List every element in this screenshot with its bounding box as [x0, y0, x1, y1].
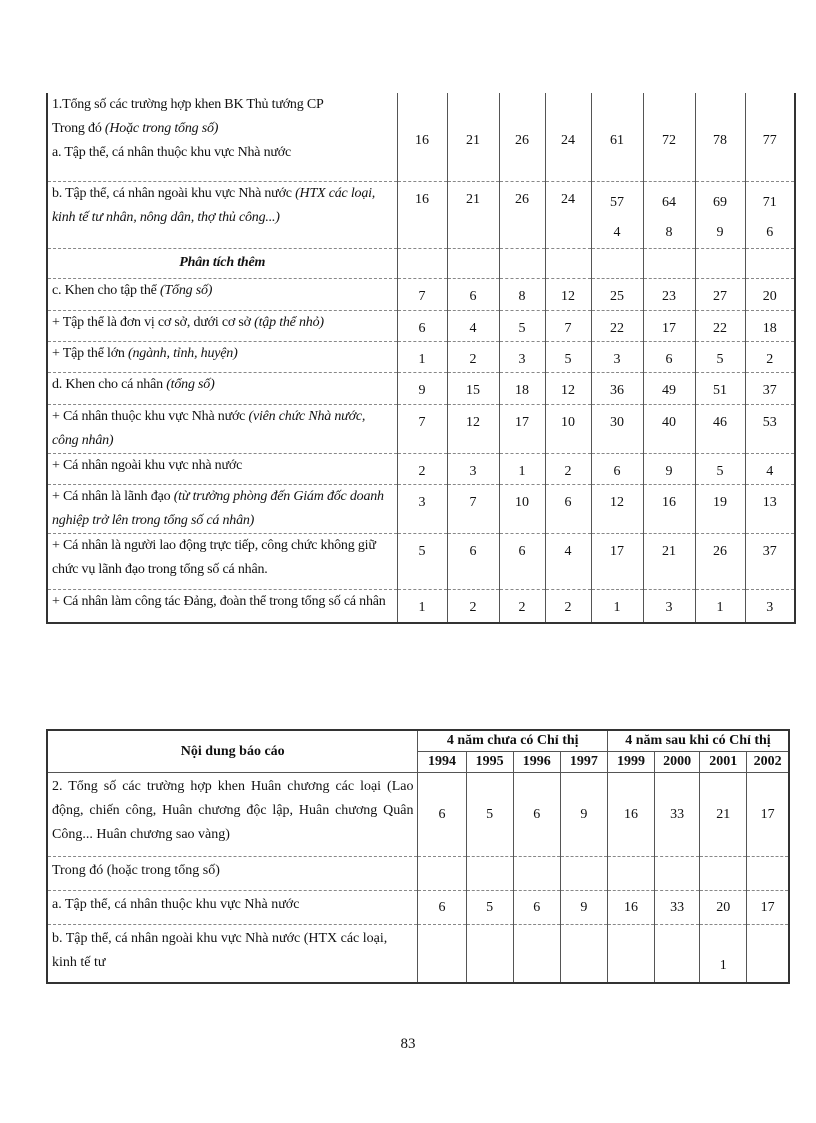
label-text: + Tập thể là đơn vị cơ sở, dưới cơ sở [52, 314, 255, 330]
table-row [47, 278, 795, 310]
row-label [47, 181, 397, 248]
row-label: 2. Tổng số các trường hợp khen Huân chương các loại (Lao động, chiến công, Huân chương độc lập, Huân chương Quân Công... Huân chương sao vàng) [47, 773, 418, 857]
year-header: 1999 [607, 752, 654, 773]
awards-table-medals [46, 729, 790, 984]
row-label: b. Tập thể, cá nhân ngoài khu vực Nhà nước (HTX các loại, kinh tế tư [47, 925, 418, 983]
value-cell: 6 [545, 484, 591, 533]
value-cell: 17 [591, 533, 643, 589]
label-line [52, 311, 393, 335]
value-cell: 6 [447, 278, 499, 310]
value-cell: 26 [499, 93, 545, 181]
value-cell: 26 [695, 533, 745, 589]
empty-cell [591, 248, 643, 278]
value-cell: 18 [499, 372, 545, 404]
table-row [47, 310, 795, 341]
value-cell: 25 [591, 278, 643, 310]
label-line [52, 534, 393, 582]
empty-cell [545, 248, 591, 278]
value-cell: 5 [397, 533, 447, 589]
value-cell: 61 [591, 93, 643, 181]
row-label [47, 278, 397, 310]
value-cell: 21 [447, 93, 499, 181]
table-row [47, 773, 789, 857]
table-row [47, 93, 795, 181]
label-note: (HTX các loại, kinh tế tư nhân, nông dân, thợ thủ công...) [52, 185, 376, 225]
value-cell: 9 [560, 891, 607, 925]
value-cell [466, 857, 513, 891]
value-cell: 6 [513, 891, 560, 925]
value-cell: 17 [643, 310, 695, 341]
value-cell: 5 [466, 891, 513, 925]
value-cell: 22 [695, 310, 745, 341]
section-row [47, 248, 795, 278]
table-row [47, 891, 789, 925]
value-cell: 16 [397, 181, 447, 248]
value-cell: 16 [607, 773, 654, 857]
value-cell [700, 857, 747, 891]
row-label [47, 533, 397, 589]
year-header: 1994 [418, 752, 466, 773]
value-cell: 37 [745, 372, 795, 404]
value-cell: 3 [447, 453, 499, 484]
value-cell: 20 [700, 891, 747, 925]
value-cell [418, 925, 466, 983]
row-label: a. Tập thể, cá nhân thuộc khu vực Nhà nước [47, 891, 418, 925]
value-cell: 6 [447, 533, 499, 589]
value-cell: 72 [643, 93, 695, 181]
value-cell: 3 [643, 589, 695, 623]
row-label [47, 453, 397, 484]
value-cell: 5 [695, 453, 745, 484]
label-note: (viên chức Nhà nước, công nhân) [52, 408, 366, 448]
value-cell: 4 [545, 533, 591, 589]
table-row [47, 404, 795, 453]
value-cell: 6 [397, 310, 447, 341]
value-cell: 71 6 [745, 181, 795, 248]
value-cell: 3 [499, 341, 545, 372]
value-cell: 17 [747, 891, 789, 925]
label-line [52, 590, 393, 614]
label-line [52, 93, 393, 117]
value-cell: 12 [545, 372, 591, 404]
label-line [52, 117, 393, 141]
row-label [47, 310, 397, 341]
label-note: (tập thể nhỏ) [254, 314, 324, 330]
value-cell: 13 [745, 484, 795, 533]
value-cell [747, 857, 789, 891]
label-line [52, 342, 393, 366]
header-content-label: Nội dung báo cáo [47, 730, 418, 773]
value-cell: 2 [545, 589, 591, 623]
value-cell: 16 [607, 891, 654, 925]
label-line [52, 405, 393, 453]
value-cell: 33 [655, 773, 700, 857]
year-header: 2001 [700, 752, 747, 773]
value-cell: 9 [397, 372, 447, 404]
label-text: + Cá nhân làm công tác Đảng, đoàn thể trong tổng số cá nhân [52, 593, 386, 609]
value-cell: 5 [545, 341, 591, 372]
value-cell: 1 [695, 589, 745, 623]
value-cell [513, 925, 560, 983]
label-text: c. Khen cho tập thể [52, 282, 160, 298]
value-cell: 23 [643, 278, 695, 310]
label-text: + Cá nhân là người lao động trực tiếp, công chức không giữ chức vụ lãnh đạo trong tổng số cá nhân. [52, 537, 376, 577]
value-cell: 6 [499, 533, 545, 589]
value-cell: 19 [695, 484, 745, 533]
row-label [47, 484, 397, 533]
value-cell: 5 [466, 773, 513, 857]
value-cell: 2 [499, 589, 545, 623]
label-text: d. Khen cho cá nhân [52, 376, 167, 392]
value-cell [418, 857, 466, 891]
table-row [47, 181, 795, 248]
value-cell: 26 [499, 181, 545, 248]
awards-table-pm [46, 93, 796, 624]
value-cell: 1 [499, 453, 545, 484]
value-cell [560, 857, 607, 891]
label-note: (tổng số) [166, 376, 215, 392]
table-row [47, 341, 795, 372]
value-cell: 64 8 [643, 181, 695, 248]
row-label [47, 372, 397, 404]
empty-cell [397, 248, 447, 278]
label-note: (từ trưởng phòng đến Giám đốc doanh nghiệp trở lên trong tổng số cá nhân) [52, 488, 384, 528]
label-line [52, 182, 393, 230]
value-cell: 4 [447, 310, 499, 341]
empty-cell [499, 248, 545, 278]
value-cell: 3 [397, 484, 447, 533]
label-text: + Cá nhân là lãnh đạo [52, 488, 174, 504]
value-cell [560, 925, 607, 983]
value-cell: 57 4 [591, 181, 643, 248]
value-cell [607, 857, 654, 891]
value-cell: 8 [499, 278, 545, 310]
label-note: (Tổng số) [159, 282, 213, 298]
value-cell: 16 [643, 484, 695, 533]
value-cell: 6 [513, 773, 560, 857]
value-cell: 78 [695, 93, 745, 181]
value-cell: 18 [745, 310, 795, 341]
value-cell: 6 [643, 341, 695, 372]
value-cell: 53 [745, 404, 795, 453]
empty-cell [745, 248, 795, 278]
table-row [47, 533, 795, 589]
value-cell: 51 [695, 372, 745, 404]
value-cell: 37 [745, 533, 795, 589]
row-label [47, 589, 397, 623]
year-header: 1997 [560, 752, 607, 773]
value-cell: 21 [700, 773, 747, 857]
label-line [52, 485, 393, 533]
label-line [52, 279, 393, 303]
value-cell: 1 [700, 925, 747, 983]
value-cell: 7 [397, 278, 447, 310]
value-cell: 69 9 [695, 181, 745, 248]
year-header: 2002 [747, 752, 789, 773]
value-cell: 12 [591, 484, 643, 533]
value-cell: 12 [545, 278, 591, 310]
value-cell: 5 [499, 310, 545, 341]
row-label [47, 404, 397, 453]
table-row [47, 857, 789, 891]
value-cell [747, 925, 789, 983]
value-cell: 36 [591, 372, 643, 404]
value-cell: 2 [745, 341, 795, 372]
label-text: + Cá nhân ngoài khu vực nhà nước [52, 457, 243, 473]
value-cell: 2 [447, 341, 499, 372]
header-after-directive: 4 năm sau khi có Chỉ thị [607, 730, 789, 752]
value-cell: 10 [545, 404, 591, 453]
header-before-directive: 4 năm chưa có Chỉ thị [418, 730, 607, 752]
row-label: Phân tích thêm [47, 248, 397, 278]
table-row [47, 589, 795, 623]
label-line [52, 141, 393, 165]
label-text: 1.Tổng số các trường hợp khen BK Thủ tướng CP [52, 97, 324, 112]
value-cell: 7 [397, 404, 447, 453]
value-cell: 3 [591, 341, 643, 372]
label-note: (Hoặc trong tổng số) [104, 121, 219, 136]
empty-cell [447, 248, 499, 278]
label-text: + Tập thể lớn [52, 345, 129, 361]
empty-cell [643, 248, 695, 278]
label-text: Trong đó [52, 121, 105, 136]
value-cell [607, 925, 654, 983]
value-cell: 24 [545, 181, 591, 248]
value-cell: 49 [643, 372, 695, 404]
value-cell [655, 925, 700, 983]
value-cell: 9 [643, 453, 695, 484]
value-cell: 6 [418, 891, 466, 925]
value-cell: 17 [747, 773, 789, 857]
label-note: (ngành, tỉnh, huyện) [128, 345, 238, 361]
value-cell [466, 925, 513, 983]
label-line [52, 373, 393, 397]
value-cell: 30 [591, 404, 643, 453]
value-cell: 77 [745, 93, 795, 181]
value-cell: 22 [591, 310, 643, 341]
row-label [47, 93, 397, 181]
label-text: a. Tập thể, cá nhân thuộc khu vực Nhà nước [52, 145, 292, 160]
value-cell: 6 [591, 453, 643, 484]
year-header: 2000 [655, 752, 700, 773]
value-cell: 4 [745, 453, 795, 484]
value-cell: 12 [447, 404, 499, 453]
year-header: 1996 [513, 752, 560, 773]
value-cell: 5 [695, 341, 745, 372]
row-label [47, 341, 397, 372]
value-cell: 21 [447, 181, 499, 248]
value-cell: 1 [397, 589, 447, 623]
value-cell: 7 [447, 484, 499, 533]
value-cell: 17 [499, 404, 545, 453]
label-text: + Cá nhân thuộc khu vực Nhà nước [52, 408, 249, 424]
value-cell: 2 [447, 589, 499, 623]
value-cell: 20 [745, 278, 795, 310]
table-row [47, 453, 795, 484]
year-header: 1995 [466, 752, 513, 773]
label-line [52, 454, 393, 478]
page-number: 83 [400, 1036, 416, 1052]
value-cell: 46 [695, 404, 745, 453]
value-cell [655, 857, 700, 891]
value-cell: 6 [418, 773, 466, 857]
value-cell: 10 [499, 484, 545, 533]
value-cell: 2 [545, 453, 591, 484]
value-cell: 15 [447, 372, 499, 404]
value-cell: 24 [545, 93, 591, 181]
value-cell: 21 [643, 533, 695, 589]
value-cell [513, 857, 560, 891]
table-row [47, 372, 795, 404]
value-cell: 27 [695, 278, 745, 310]
value-cell: 1 [591, 589, 643, 623]
label-text: b. Tập thể, cá nhân ngoài khu vực Nhà nước [52, 185, 296, 201]
value-cell: 40 [643, 404, 695, 453]
value-cell: 1 [397, 341, 447, 372]
value-cell: 2 [397, 453, 447, 484]
value-cell: 9 [560, 773, 607, 857]
value-cell: 3 [745, 589, 795, 623]
value-cell: 33 [655, 891, 700, 925]
row-label: Trong đó (hoặc trong tổng số) [47, 857, 418, 891]
table-row [47, 925, 789, 983]
empty-cell [695, 248, 745, 278]
value-cell: 7 [545, 310, 591, 341]
value-cell: 16 [397, 93, 447, 181]
table-row [47, 484, 795, 533]
